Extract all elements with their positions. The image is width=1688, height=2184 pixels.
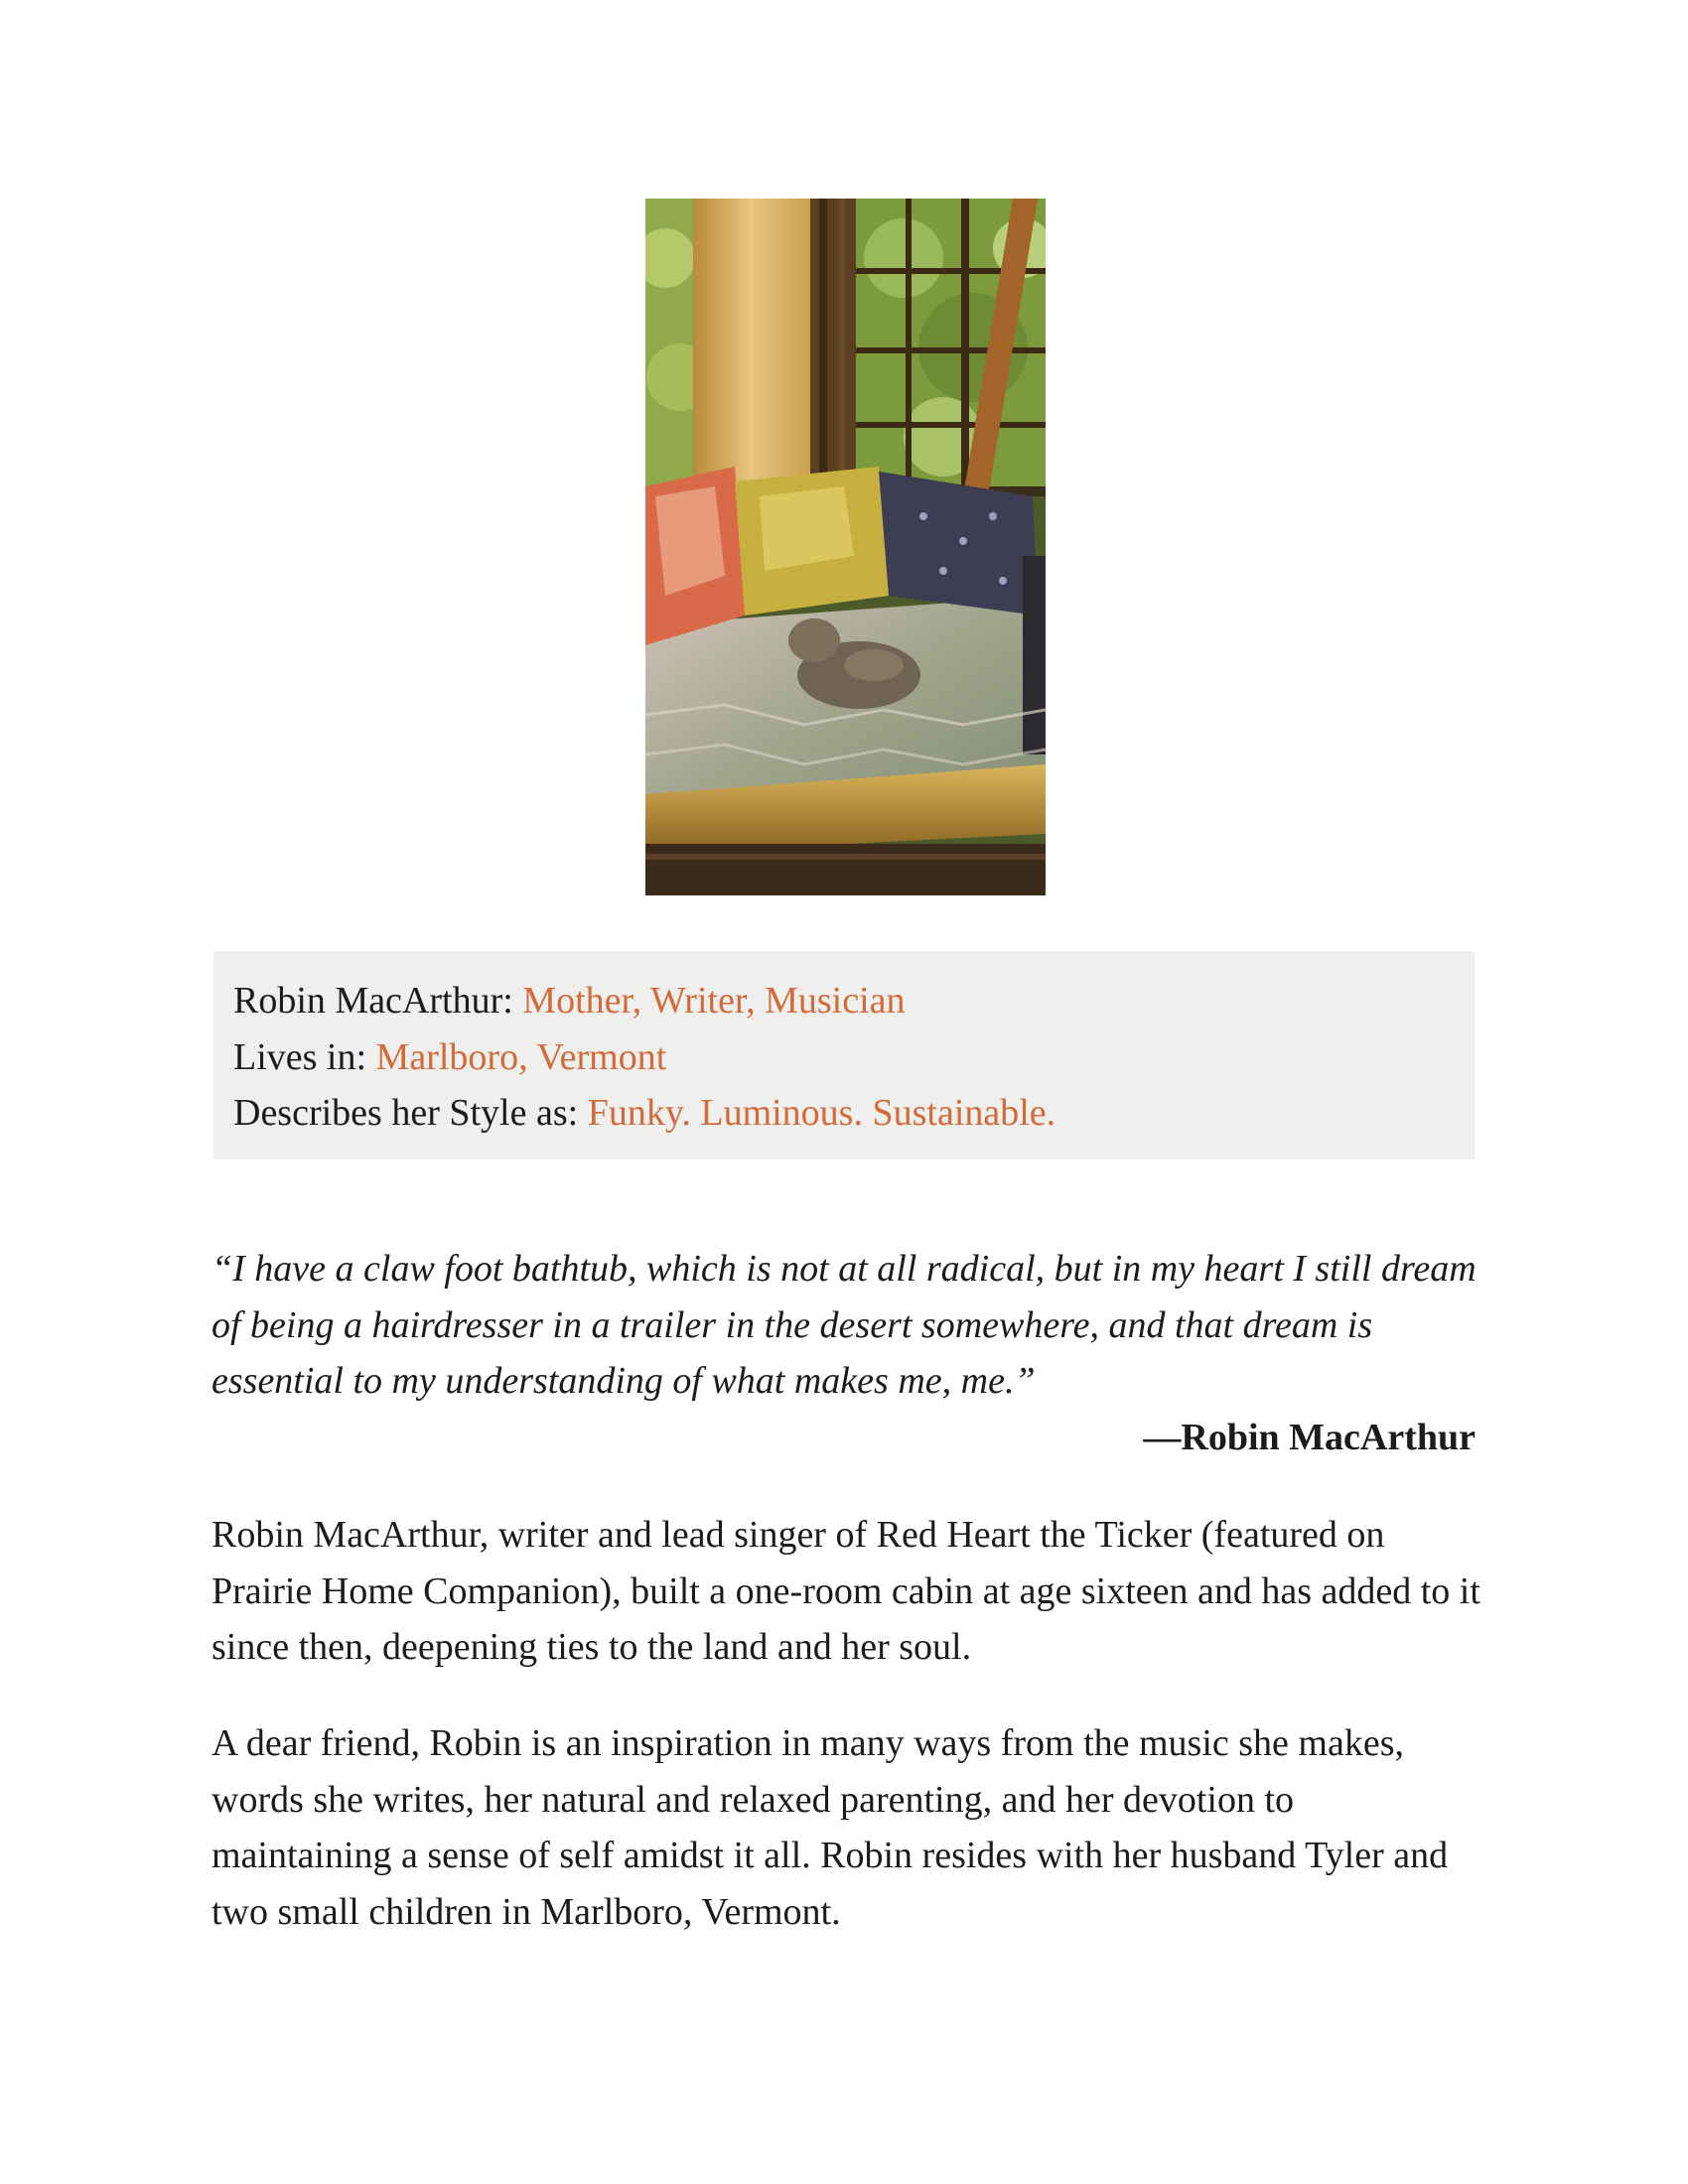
profile-style-label: Describes her Style as: — [233, 1092, 588, 1134]
profile-name-label: Robin MacArthur: — [233, 980, 523, 1022]
cabin-window-seat-photo — [645, 199, 1046, 895]
profile-location-label: Lives in: — [233, 1035, 376, 1078]
profile-name-row — [233, 973, 1455, 1029]
body-paragraph-2: A dear friend, Robin is an inspiration in many ways from the music she makes, words she writes, her natural and relaxed parenting, and her devotion to maintaining a sense of self amidst it all. Robin resides with her husband Tyler and two small children in Marlboro, Vermont. — [211, 1722, 1449, 1933]
body-paragraph-1: Robin MacArthur, writer and lead singer of Red Heart the Ticker (featured on Prairie Home Companion), built a one-room cabin at age sixteen and has added to it since then, deepening ties to the land and her soul. — [211, 1514, 1480, 1668]
profile-style-row — [233, 1085, 1455, 1142]
profile-info-box — [213, 951, 1475, 1160]
profile-location-value: Marlboro, Vermont — [375, 1035, 667, 1078]
profile-name-value: Mother, Writer, Musician — [522, 980, 906, 1022]
quote-attribution: —Robin MacArthur — [1143, 1417, 1476, 1458]
profile-style-value: Funky. Luminous. Sustainable. — [587, 1092, 1056, 1134]
pull-quote: “I have a claw foot bathtub, which is not at all radical, but in my heart I still dream of being a hairdresser in a trailer in the desert somewhere, and that dream is essential to my understanding of what makes me, me.” — [211, 1248, 1477, 1402]
profile-location-row — [233, 1029, 1455, 1086]
